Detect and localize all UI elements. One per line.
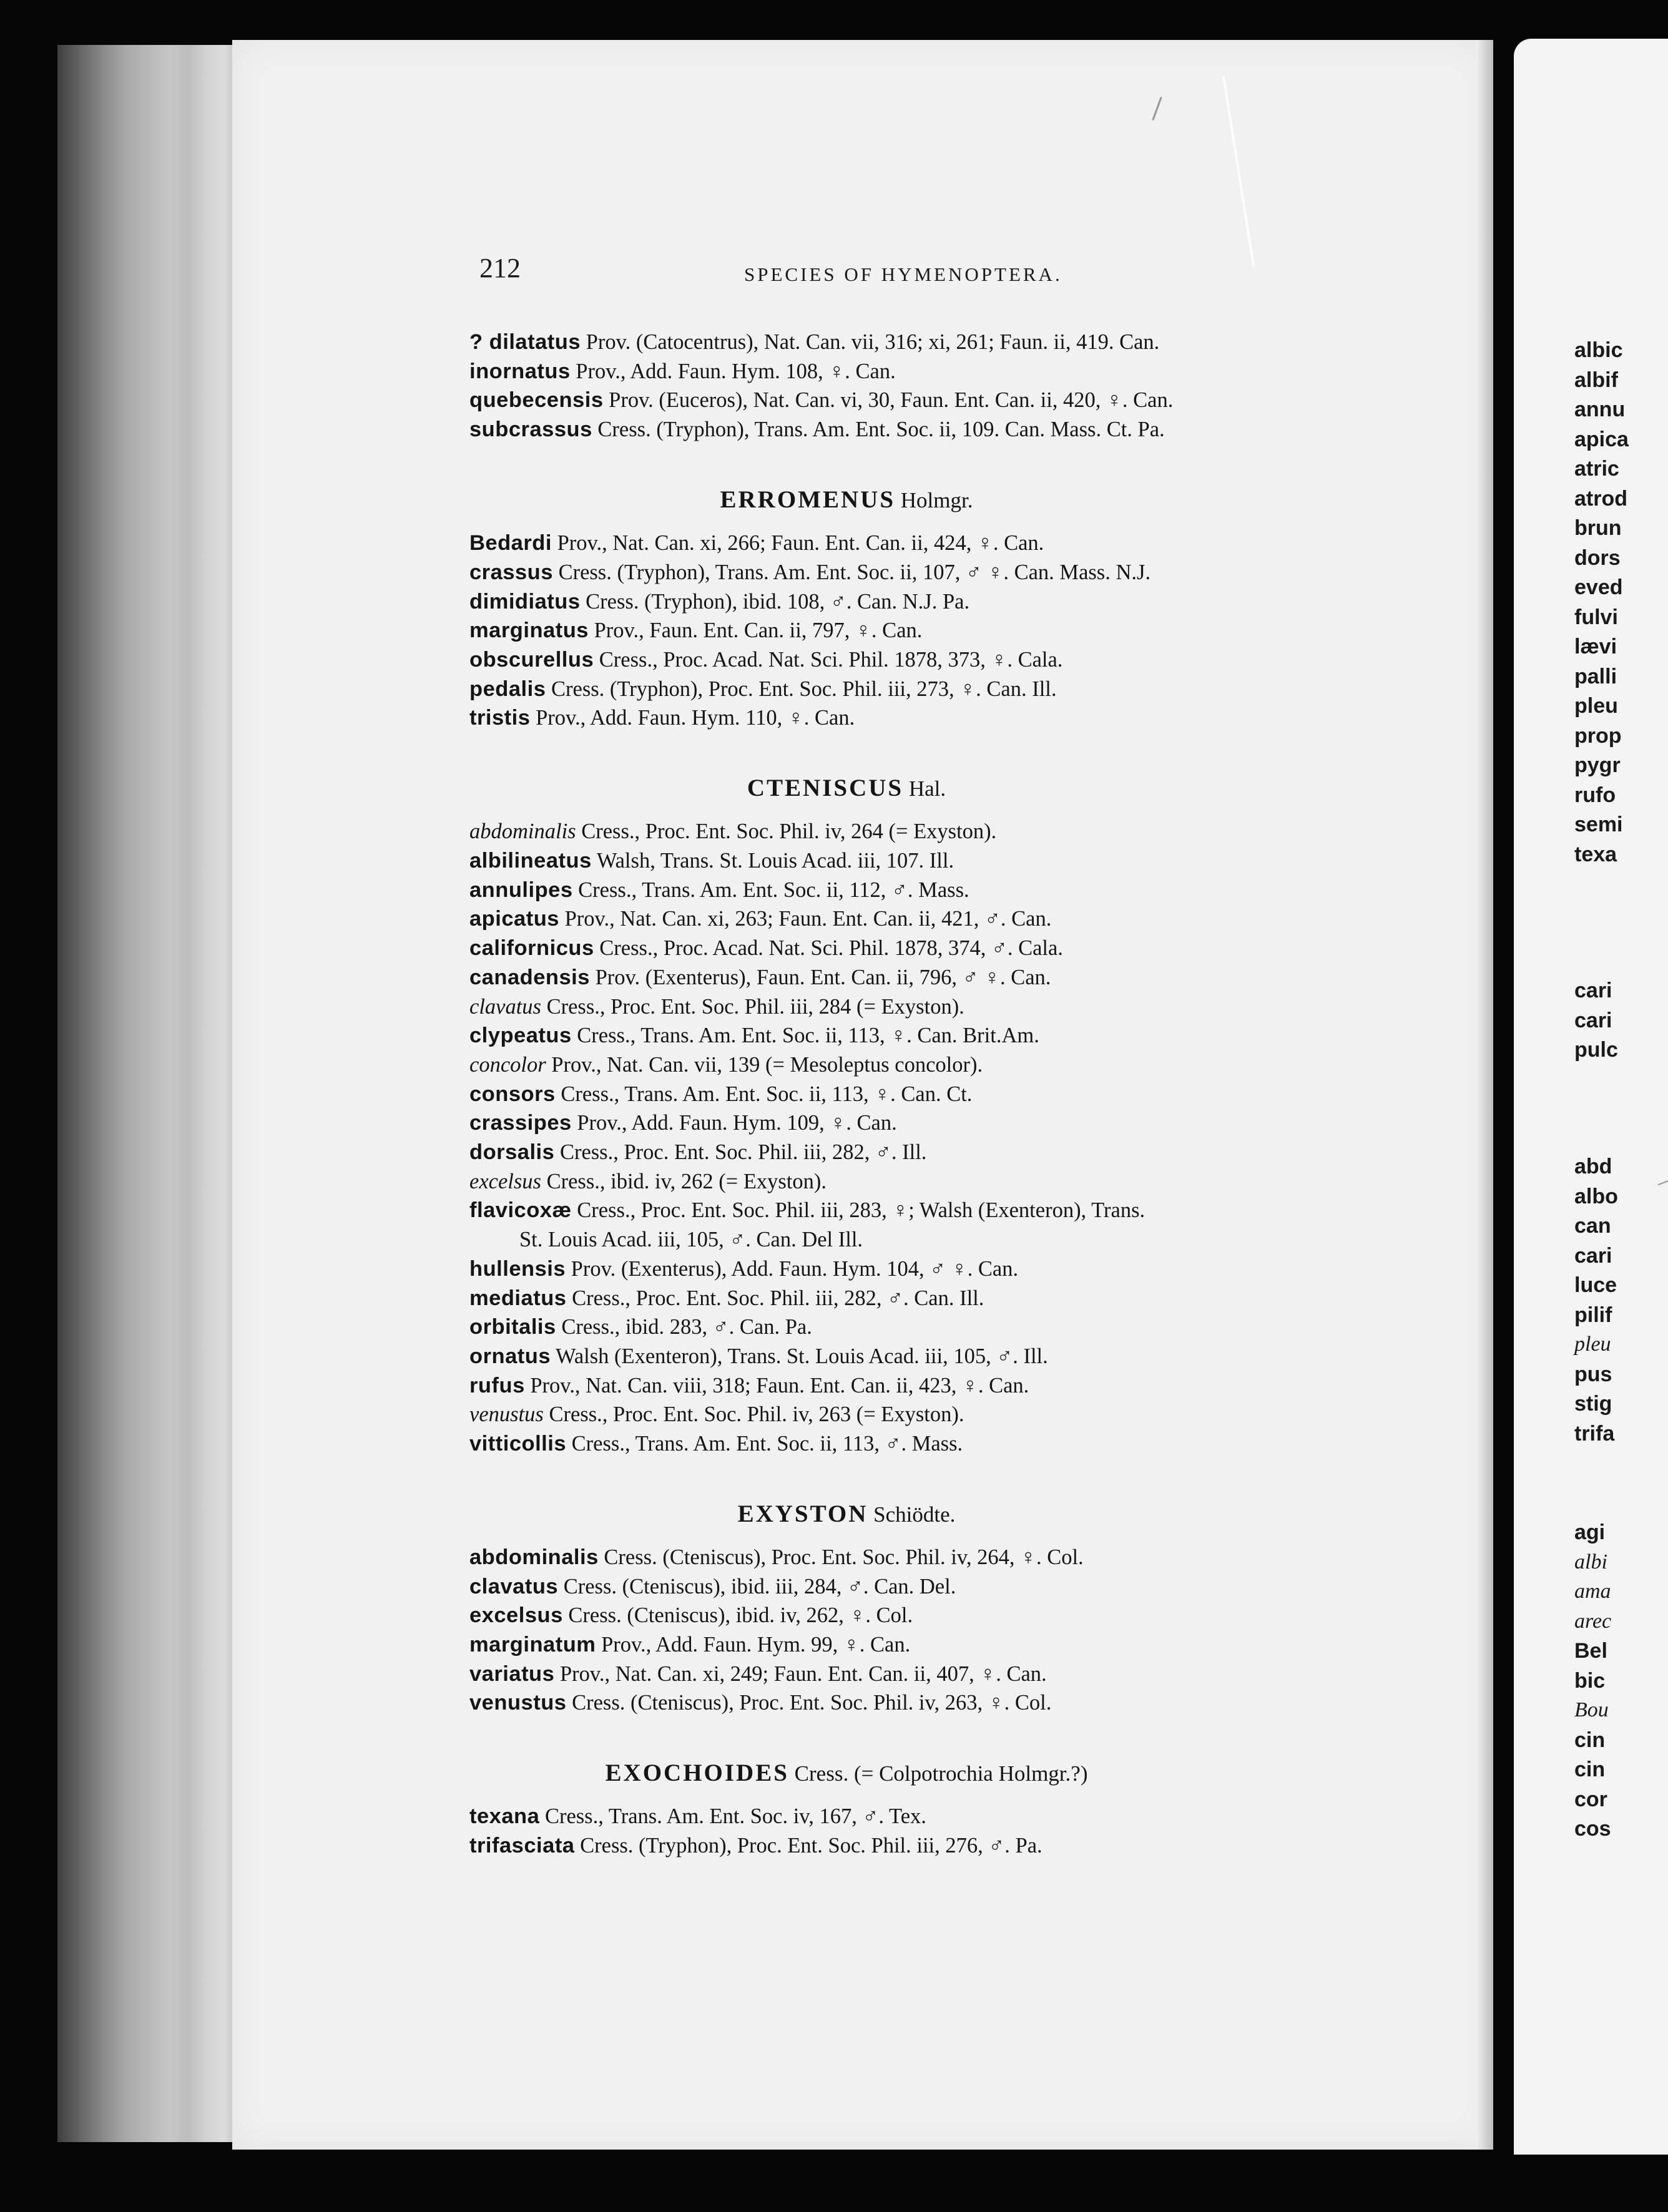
- species-entry: [469, 876, 969, 904]
- species-name: excelsus: [469, 1603, 563, 1627]
- species-name: obscurellus: [469, 648, 594, 672]
- species-name: venustus: [469, 1402, 544, 1426]
- species-name: abdominalis: [469, 1545, 599, 1569]
- citation: Cress., Trans. Am. Ent. Soc. ii, 112, ♂. Mass.: [572, 878, 969, 902]
- facing-page-fragment: cor: [1574, 1788, 1607, 1811]
- species-name: orbitalis: [469, 1315, 556, 1339]
- species-name: concolor: [469, 1053, 546, 1077]
- species-name: marginatus: [469, 619, 589, 642]
- facing-page-fragment: prop: [1574, 724, 1622, 748]
- facing-page-fragment: atrod: [1574, 487, 1627, 511]
- facing-page-fragment: cari: [1574, 979, 1612, 1002]
- citation: Prov., Add. Faun. Hym. 110, ♀. Can.: [530, 706, 855, 730]
- citation: Cress. (Cteniscus), ibid. iii, 284, ♂. Can. Del.: [558, 1575, 956, 1598]
- facing-page-fragment: cari: [1574, 1244, 1612, 1268]
- citation: Cress., Proc. Ent. Soc. Phil. iii, 283, ♀; Walsh (Exenteron), Trans.: [571, 1198, 1146, 1222]
- genus-name: EXYSTON: [737, 1500, 868, 1527]
- genus-heading: [0, 1500, 1668, 1528]
- species-name: canadensis: [469, 966, 590, 989]
- species-name: clavatus: [469, 995, 541, 1019]
- species-entry: [469, 934, 1063, 962]
- species-entry: [469, 1022, 1039, 1049]
- citation: Prov., Add. Faun. Hym. 109, ♀. Can.: [571, 1111, 897, 1135]
- facing-page-fragment: trifa: [1574, 1422, 1615, 1446]
- citation: Prov. (Exenterus), Add. Faun. Hym. 104, ♂ ♀. Can.: [566, 1257, 1019, 1281]
- facing-page-fragment: lævi: [1574, 635, 1617, 658]
- species-entry: [469, 1660, 1047, 1688]
- facing-page-edge: [1514, 39, 1668, 2155]
- facing-page-fragment: luce: [1574, 1273, 1617, 1297]
- facing-page-fragment: pulc: [1574, 1038, 1618, 1062]
- genus-author: Cress. (= Colpotrochia Holmgr.?): [788, 1761, 1088, 1786]
- species-entry: [469, 1051, 983, 1079]
- citation: Prov. (Catocentrus), Nat. Can. vii, 316; xi, 261; Faun. ii, 419. Can.: [581, 330, 1160, 354]
- scratch-mark: [1222, 76, 1255, 267]
- citation: Cress. (Tryphon), ibid. 108, ♂. Can. N.J. Pa.: [580, 590, 970, 614]
- citation: Prov., Nat. Can. xi, 249; Faun. Ent. Can. ii, 407, ♀. Can.: [554, 1662, 1047, 1686]
- species-entry: [469, 416, 1165, 443]
- species-entry: [469, 1138, 926, 1166]
- species-entry: [469, 1168, 827, 1195]
- species-name: clypeatus: [469, 1024, 572, 1047]
- citation: Cress., Proc. Ent. Soc. Phil. iv, 264 (= Exyston).: [576, 820, 997, 843]
- genus-author: Schiödte.: [868, 1502, 956, 1527]
- species-name: abdominalis: [469, 820, 576, 843]
- page-number: 212: [479, 253, 521, 283]
- citation: Prov., Add. Faun. Hym. 108, ♀. Can.: [570, 360, 896, 383]
- citation: Cress., Trans. Am. Ent. Soc. ii, 113, ♀. Can. Brit.Am.: [571, 1024, 1039, 1047]
- species-entry: [469, 675, 1057, 703]
- species-name: rufus: [469, 1374, 525, 1397]
- species-entry: [469, 1313, 812, 1341]
- facing-page-fragment: pygr: [1574, 753, 1621, 777]
- facing-page-fragment: albic: [1574, 338, 1623, 362]
- species-entry: [469, 1285, 984, 1312]
- facing-page-fragment: fulvi: [1574, 605, 1618, 629]
- species-entry-continuation: [519, 1226, 863, 1253]
- facing-page-fragment: pus: [1574, 1363, 1612, 1386]
- species-entry: [469, 1544, 1084, 1571]
- citation: Cress., Proc. Ent. Soc. Phil. iii, 282, ♂. Can. Ill.: [566, 1286, 984, 1310]
- species-entry: [469, 1803, 926, 1830]
- facing-page-fragment: eved: [1574, 575, 1623, 599]
- genus-author: Holmgr.: [895, 488, 973, 512]
- book-page-block: [57, 45, 238, 2142]
- species-name: ? dilatatus: [469, 330, 581, 354]
- genus-author: Hal.: [903, 776, 946, 801]
- citation: Prov., Nat. Can. xi, 263; Faun. Ent. Can. ii, 421, ♂. Can.: [559, 907, 1052, 931]
- facing-page-fragment: cos: [1574, 1817, 1611, 1841]
- citation: Cress., ibid. iv, 262 (= Exyston).: [541, 1170, 827, 1193]
- citation: Cress. (Cteniscus), ibid. iv, 262, ♀. Col.: [562, 1603, 913, 1627]
- species-name: clavatus: [469, 1575, 559, 1598]
- citation: Prov., Faun. Ent. Can. ii, 797, ♀. Can.: [588, 619, 923, 642]
- facing-page-fragment: pleu: [1574, 694, 1618, 718]
- facing-page-fragment: semi: [1574, 813, 1623, 836]
- species-name: californicus: [469, 936, 594, 960]
- species-entry: [469, 1372, 1029, 1399]
- facing-page-fragment: cin: [1574, 1728, 1606, 1752]
- species-entry: [469, 1689, 1051, 1716]
- species-entry: [469, 386, 1173, 414]
- species-name: tristis: [469, 706, 531, 730]
- species-name: inornatus: [469, 360, 571, 383]
- citation: Prov., Nat. Can. xi, 266; Faun. Ent. Can. ii, 424, ♀. Can.: [551, 531, 1044, 555]
- facing-page-fragment: albo: [1574, 1185, 1618, 1208]
- genus-name: ERROMENUS: [720, 486, 896, 513]
- citation: Cress., Trans. Am. Ent. Soc. ii, 113, ♂. Mass.: [566, 1432, 963, 1456]
- species-name: crassipes: [469, 1111, 572, 1135]
- facing-page-fragment: bic: [1574, 1669, 1606, 1693]
- species-entry: [469, 1109, 897, 1137]
- facing-page-fragment: pilif: [1574, 1303, 1612, 1327]
- facing-page-fragment: albi: [1574, 1550, 1607, 1573]
- citation: Cress., ibid. 283, ♂. Can. Pa.: [556, 1315, 812, 1339]
- species-entry: [469, 646, 1062, 673]
- facing-page-fragment: atric: [1574, 457, 1619, 481]
- facing-page-fragment: dors: [1574, 546, 1621, 570]
- species-name: venustus: [469, 1691, 567, 1715]
- genus-heading: [0, 486, 1668, 514]
- facing-page-fragment: Bou: [1574, 1698, 1609, 1721]
- species-name: marginatum: [469, 1633, 596, 1657]
- species-entry: [469, 559, 1150, 586]
- citation: Prov., Nat. Can. viii, 318; Faun. Ent. Can. ii, 423, ♀. Can.: [524, 1374, 1029, 1397]
- species-entry: [469, 358, 896, 385]
- species-name: dimidiatus: [469, 590, 581, 614]
- facing-page-fragment: annu: [1574, 398, 1626, 421]
- species-entry: [469, 964, 1051, 991]
- species-name: texana: [469, 1804, 540, 1828]
- citation: Cress., Trans. Am. Ent. Soc. iv, 167, ♂. Tex.: [539, 1804, 926, 1828]
- facing-rule: [1658, 1178, 1668, 1185]
- species-entry: [469, 993, 964, 1020]
- species-entry: [469, 1343, 1048, 1370]
- citation: Prov., Nat. Can. vii, 139 (= Mesoleptus concolor).: [546, 1053, 983, 1077]
- species-name: flavicoxæ: [469, 1198, 572, 1222]
- citation: Prov. (Exenterus), Faun. Ent. Can. ii, 796, ♂ ♀. Can.: [589, 966, 1051, 989]
- species-name: apicatus: [469, 907, 559, 931]
- genus-name: EXOCHOIDES: [605, 1759, 789, 1786]
- species-name: quebecensis: [469, 388, 604, 412]
- species-entry: [469, 1197, 1145, 1224]
- genus-heading: [0, 1759, 1668, 1787]
- citation: Cress., Proc. Acad. Nat. Sci. Phil. 1878, 374, ♂. Cala.: [594, 936, 1063, 960]
- species-name: Bedardi: [469, 531, 552, 555]
- species-entry: [469, 1430, 963, 1457]
- species-entry: [469, 328, 1159, 356]
- species-name: consors: [469, 1082, 556, 1106]
- species-entry: [469, 704, 855, 732]
- facing-page-fragment: can: [1574, 1214, 1611, 1238]
- scratch-mark: [1152, 97, 1162, 121]
- facing-page-fragment: ama: [1574, 1580, 1611, 1603]
- citation: Cress. (Cteniscus), Proc. Ent. Soc. Phil. iv, 263, ♀. Col.: [566, 1691, 1052, 1715]
- citation: Cress., Proc. Ent. Soc. Phil. iii, 282, ♂. Ill.: [554, 1140, 927, 1164]
- species-name: subcrassus: [469, 418, 592, 441]
- species-name: mediatus: [469, 1286, 567, 1310]
- citation: Cress., Trans. Am. Ent. Soc. ii, 113, ♀. Can. Ct.: [555, 1082, 973, 1106]
- citation: Walsh (Exenteron), Trans. St. Louis Acad. iii, 105, ♂. Ill.: [551, 1344, 1048, 1368]
- species-entry: [469, 617, 922, 644]
- facing-page-fragment: palli: [1574, 665, 1617, 688]
- species-entry: [469, 529, 1044, 557]
- citation: St. Louis Acad. iii, 105, ♂. Can. Del Ill.: [519, 1228, 863, 1251]
- facing-page-fragment: arec: [1574, 1610, 1612, 1633]
- species-entry: [469, 905, 1051, 932]
- species-entry: [469, 1401, 964, 1428]
- facing-page-fragment: cin: [1574, 1758, 1606, 1781]
- species-entry: [469, 1573, 956, 1600]
- facing-page-fragment: albif: [1574, 368, 1618, 392]
- citation: Prov., Add. Faun. Hym. 99, ♀. Can.: [596, 1633, 911, 1657]
- species-name: variatus: [469, 1662, 555, 1686]
- running-head: SPECIES OF HYMENOPTERA.: [744, 263, 1062, 285]
- species-entry: [469, 1631, 910, 1658]
- citation: Cress., Proc. Ent. Soc. Phil. iii, 284 (= Exyston).: [541, 995, 964, 1019]
- facing-page-fragment: stig: [1574, 1392, 1612, 1416]
- citation: Cress. (Tryphon), Proc. Ent. Soc. Phil. iii, 273, ♀. Can. Ill.: [546, 677, 1057, 701]
- species-name: albilineatus: [469, 849, 592, 873]
- citation: Cress., Proc. Acad. Nat. Sci. Phil. 1878, 373, ♀. Cala.: [594, 648, 1063, 672]
- species-entry: [469, 588, 969, 615]
- facing-page-fragment: cari: [1574, 1009, 1612, 1032]
- facing-page-fragment: brun: [1574, 516, 1622, 540]
- facing-page-fragment: abd: [1574, 1155, 1612, 1178]
- species-name: crassus: [469, 560, 553, 584]
- species-name: excelsus: [469, 1170, 541, 1193]
- citation: Prov. (Euceros), Nat. Can. vi, 30, Faun. Ent. Can. ii, 420, ♀. Can.: [603, 388, 1174, 412]
- citation: Cress., Proc. Ent. Soc. Phil. iv, 263 (= Exyston).: [543, 1402, 964, 1426]
- species-name: vitticollis: [469, 1432, 567, 1456]
- species-name: ornatus: [469, 1344, 551, 1368]
- species-name: trifasciata: [469, 1834, 575, 1857]
- citation: Cress. (Tryphon), Trans. Am. Ent. Soc. ii, 107, ♂ ♀. Can. Mass. N.J.: [552, 560, 1151, 584]
- genus-name: CTENISCUS: [747, 775, 904, 801]
- species-entry: [469, 847, 954, 874]
- facing-page-fragment: texa: [1574, 843, 1617, 866]
- species-name: annulipes: [469, 878, 573, 902]
- facing-page-fragment: agi: [1574, 1520, 1606, 1544]
- citation: Cress. (Cteniscus), Proc. Ent. Soc. Phil. iv, 264, ♀. Col.: [598, 1545, 1084, 1569]
- citation: Cress. (Tryphon), Trans. Am. Ent. Soc. ii, 109. Can. Mass. Ct. Pa.: [592, 418, 1165, 441]
- citation: Walsh, Trans. St. Louis Acad. iii, 107. Ill.: [591, 849, 954, 873]
- facing-page-fragment: Bel: [1574, 1639, 1607, 1663]
- genus-heading: [0, 774, 1668, 802]
- species-entry: [469, 1255, 1018, 1283]
- facing-page-fragment: apica: [1574, 428, 1629, 451]
- species-entry: [469, 818, 996, 845]
- species-name: hullensis: [469, 1257, 566, 1281]
- species-entry: [469, 1832, 1042, 1859]
- facing-page-fragment: pleu: [1574, 1333, 1611, 1356]
- species-entry: [469, 1080, 972, 1108]
- species-name: pedalis: [469, 677, 546, 701]
- facing-page-fragment: rufo: [1574, 783, 1616, 807]
- species-name: dorsalis: [469, 1140, 555, 1164]
- species-entry: [469, 1602, 913, 1629]
- citation: Cress. (Tryphon), Proc. Ent. Soc. Phil. iii, 276, ♂. Pa.: [574, 1834, 1042, 1857]
